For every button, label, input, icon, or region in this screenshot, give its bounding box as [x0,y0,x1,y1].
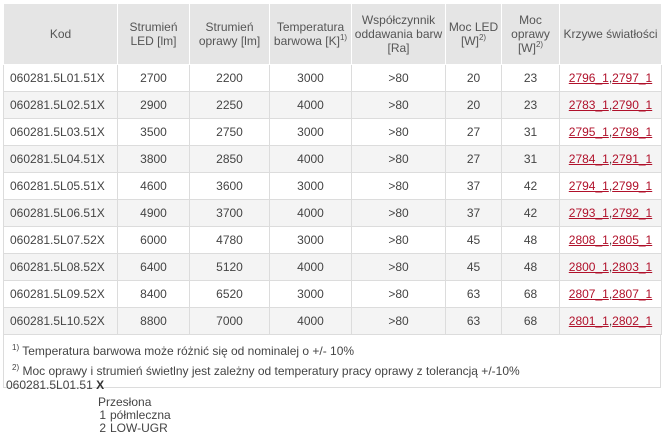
curve-link[interactable]: 2793_1 [568,206,609,220]
cell-curves: 2793_1,2792_1 [560,200,662,227]
cell-led-flux: 2700 [118,65,190,92]
footnote-power: $^{2)}$ Moc oprawy i strumień świetlny jest zależny od temperatury pracy oprawy z tolerancją +/-10% [12,363,520,378]
cell-color-temp: 4000 [270,92,352,119]
legend-code: 060281.5L01.51 X [6,378,105,392]
cell-cri: >80 [352,119,446,146]
header-color-temp: Temperatura barwowa $[K]^{1)}$ [270,4,352,65]
cell-cri: >80 [352,227,446,254]
cell-fixture-flux: 2200 [190,65,270,92]
cell-curves: 2783_1,2790_1 [560,92,662,119]
cell-color-temp: 3000 [270,119,352,146]
cell-color-temp: 3000 [270,65,352,92]
curve-link[interactable]: 2795_1 [568,125,609,139]
legend-option: 2 LOW-UGR [99,421,168,435]
cell-led-power: 63 [446,308,502,335]
cell-fixture-power: 23 [502,92,560,119]
cell-cri: >80 [352,281,446,308]
legend-code-variable: X [96,378,105,392]
cell-code: 060281.5L07.52X [4,227,118,254]
curve-link[interactable]: 2807_1 [568,287,609,301]
table-row [4,308,662,335]
cell-led-flux: 6000 [118,227,190,254]
cell-led-power: 27 [446,119,502,146]
cell-cri: >80 [352,92,446,119]
cell-led-power: 45 [446,254,502,281]
cell-code: 060281.5L02.51X [4,92,118,119]
cell-fixture-flux: 2250 [190,92,270,119]
cell-led-power: 20 [446,92,502,119]
table-row [4,281,662,308]
cell-fixture-power: 42 [502,200,560,227]
cell-curves: 2796_1,2797_1 [560,65,662,92]
table-row [4,200,662,227]
cell-code: 060281.5L03.51X [4,119,118,146]
spec-table [3,3,662,335]
curve-link[interactable]: 2807_1 [612,287,653,301]
header-curves: Krzywe światłości [560,4,662,65]
header-fixture-flux: Strumień oprawy [lm] [190,4,270,65]
cell-fixture-power: 23 [502,65,560,92]
cell-code: 060281.5L06.51X [4,200,118,227]
cell-code: 060281.5L08.52X [4,254,118,281]
cell-fixture-power: 68 [502,308,560,335]
cell-fixture-flux: 6520 [190,281,270,308]
curve-link[interactable]: 2808_1 [568,233,609,247]
cell-led-power: 20 [446,65,502,92]
header-led-flux: Strumień LED [lm] [118,4,190,65]
curve-link[interactable]: 2791_1 [612,152,653,166]
curve-link[interactable]: 2799_1 [612,179,653,193]
table-row [4,119,662,146]
header-fixture-power: Moc oprawy $[W]^{2)}$ [502,4,560,65]
footnote-color-temp: $^{1)}$ Temperatura barwowa może różnić się od nominalej o +/- 10% [12,343,355,358]
cell-led-flux: 6400 [118,254,190,281]
cell-code: 060281.5L01.51X [4,65,118,92]
table-row [4,254,662,281]
cell-led-flux: 3500 [118,119,190,146]
cell-color-temp: 3000 [270,227,352,254]
table-header-row [4,4,662,65]
cell-code: 060281.5L10.52X [4,308,118,335]
cell-led-power: 45 [446,227,502,254]
cell-color-temp: 4000 [270,146,352,173]
curve-link[interactable]: 2805_1 [612,233,653,247]
curve-link[interactable]: 2802_1 [612,314,653,328]
table-row [4,173,662,200]
cell-code: 060281.5L04.51X [4,146,118,173]
cell-curves: 2800_1,2803_1 [560,254,662,281]
cell-fixture-flux: 3600 [190,173,270,200]
cell-cri: >80 [352,146,446,173]
code-legend [6,378,171,435]
cell-led-power: 37 [446,200,502,227]
curve-link[interactable]: 2798_1 [612,125,653,139]
cell-cri: >80 [352,173,446,200]
cell-cri: >80 [352,308,446,335]
cell-led-power: 37 [446,173,502,200]
table-row [4,92,662,119]
cell-curves: 2808_1,2805_1 [560,227,662,254]
legend-option-header: Przesłona [98,395,152,409]
cell-color-temp: 4000 [270,200,352,227]
curve-link[interactable]: 2792_1 [612,206,653,220]
cell-led-flux: 2900 [118,92,190,119]
cell-led-power: 63 [446,281,502,308]
cell-led-power: 27 [446,146,502,173]
cell-color-temp: 4000 [270,254,352,281]
cell-color-temp: 4000 [270,308,352,335]
cell-cri: >80 [352,254,446,281]
cell-fixture-power: 48 [502,254,560,281]
curve-link[interactable]: 2783_1 [568,98,609,112]
cell-fixture-power: 31 [502,146,560,173]
curve-link[interactable]: 2801_1 [568,314,609,328]
table-row [4,146,662,173]
cell-code: 060281.5L05.51X [4,173,118,200]
table-row [4,65,662,92]
curve-link[interactable]: 2803_1 [612,260,653,274]
cell-color-temp: 3000 [270,173,352,200]
cell-curves: 2795_1,2798_1 [560,119,662,146]
curve-link[interactable]: 2800_1 [568,260,609,274]
cell-fixture-flux: 5120 [190,254,270,281]
curve-link[interactable]: 2796_1 [568,71,609,85]
cell-cri: >80 [352,200,446,227]
cell-fixture-flux: 2750 [190,119,270,146]
curve-link[interactable]: 2790_1 [612,98,653,112]
table-row [4,227,662,254]
cell-fixture-flux: 7000 [190,308,270,335]
cell-fixture-flux: 4780 [190,227,270,254]
legend-option: 1 półmleczna [99,408,171,422]
cell-led-flux: 4900 [118,200,190,227]
cell-fixture-flux: 3700 [190,200,270,227]
cell-led-flux: 4600 [118,173,190,200]
cell-color-temp: 3000 [270,281,352,308]
cell-fixture-flux: 2850 [190,146,270,173]
cell-fixture-power: 48 [502,227,560,254]
cell-fixture-power: 31 [502,119,560,146]
cell-curves: 2807_1,2807_1 [560,281,662,308]
header-cri: Współczynnik oddawania barw [Ra] [352,4,446,65]
cell-curves: 2784_1,2791_1 [560,146,662,173]
cell-curves: 2794_1,2799_1 [560,173,662,200]
curve-link[interactable]: 2794_1 [568,179,609,193]
cell-curves: 2801_1,2802_1 [560,308,662,335]
product-spec-section [3,3,661,388]
cell-led-flux: 8400 [118,281,190,308]
cell-code: 060281.5L09.52X [4,281,118,308]
cell-led-flux: 3800 [118,146,190,173]
cell-cri: >80 [352,65,446,92]
cell-fixture-power: 68 [502,281,560,308]
curve-link[interactable]: 2784_1 [568,152,609,166]
cell-fixture-power: 42 [502,173,560,200]
cell-led-flux: 8800 [118,308,190,335]
header-code: Kod [4,4,118,65]
header-led-power: Moc LED $[W]^{2)}$ [446,4,502,65]
curve-link[interactable]: 2797_1 [612,71,653,85]
